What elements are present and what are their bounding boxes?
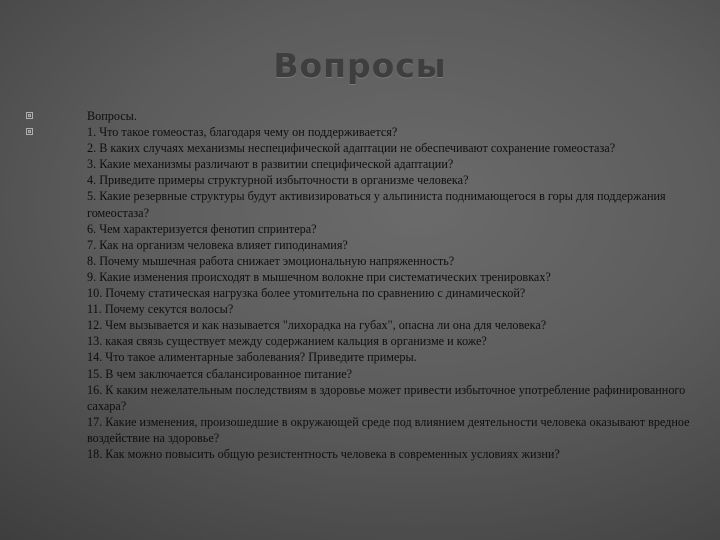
question-item: 12. Чем вызывается и как называется "лихорадка на губах", опасна ли она для человека? — [87, 318, 547, 333]
question-item: 13. какая связь существует между содержанием кальция в организме и коже? — [87, 334, 487, 349]
bullet-item — [22, 124, 692, 462]
question-item: 17. Какие изменения, произошедшие в окружающей среде под влиянием деятельности человека оказывают вредное воздействие на здоровье? — [87, 414, 690, 445]
question-item: 4. Приведите примеры структурной избыточности в организме человека? — [87, 173, 469, 188]
question-item: 15. В чем заключается сбалансированное питание? — [87, 366, 353, 381]
bullet-item — [22, 108, 692, 124]
slide-title: Вопросы — [273, 46, 447, 85]
question-item: 1. Что такое гомеостаз, благодаря чему он поддерживается? — [87, 125, 398, 140]
bullet-list — [22, 108, 692, 462]
questions-text — [87, 124, 692, 462]
question-item: 2. В каких случаях механизмы неспецифической адаптации не обеспечивают сохранение гомеостаза? — [87, 141, 616, 156]
bullet-text: Вопросы. — [87, 109, 137, 123]
question-item: 5. Какие резервные структуры будут активизироваться у альпиниста поднимающегося в горы для поддержания гомеостаза? — [87, 189, 666, 220]
question-item: 10. Почему статическая нагрузка более утомительна по сравнению с динамической? — [87, 286, 526, 301]
question-item: 6. Чем характеризуется фенотип спринтера? — [87, 221, 317, 236]
square-bullet-icon — [26, 128, 33, 135]
question-item: 9. Какие изменения происходят в мышечном волокне при систематических тренировках? — [87, 269, 551, 284]
question-item: 18. Как можно повысить общую резистентность человека в современных условиях жизни? — [87, 446, 560, 461]
question-item: 16. К каким нежелательным последствиям в здоровье может привести избыточное употребление рафинированного сахара? — [87, 382, 686, 413]
question-item: 8. Почему мышечная работа снижает эмоциональную напряженность? — [87, 253, 455, 268]
question-item: 11. Почему секутся волосы? — [87, 302, 234, 317]
question-item: 3. Какие механизмы различают в развитии специфической адаптации? — [87, 157, 454, 172]
question-item: 14. Что такое алиментарные заболевания? Приведите примеры. — [87, 350, 417, 365]
square-bullet-icon — [26, 112, 33, 119]
question-item: 7. Как на организм человека влияет гиподинамия? — [87, 237, 348, 252]
